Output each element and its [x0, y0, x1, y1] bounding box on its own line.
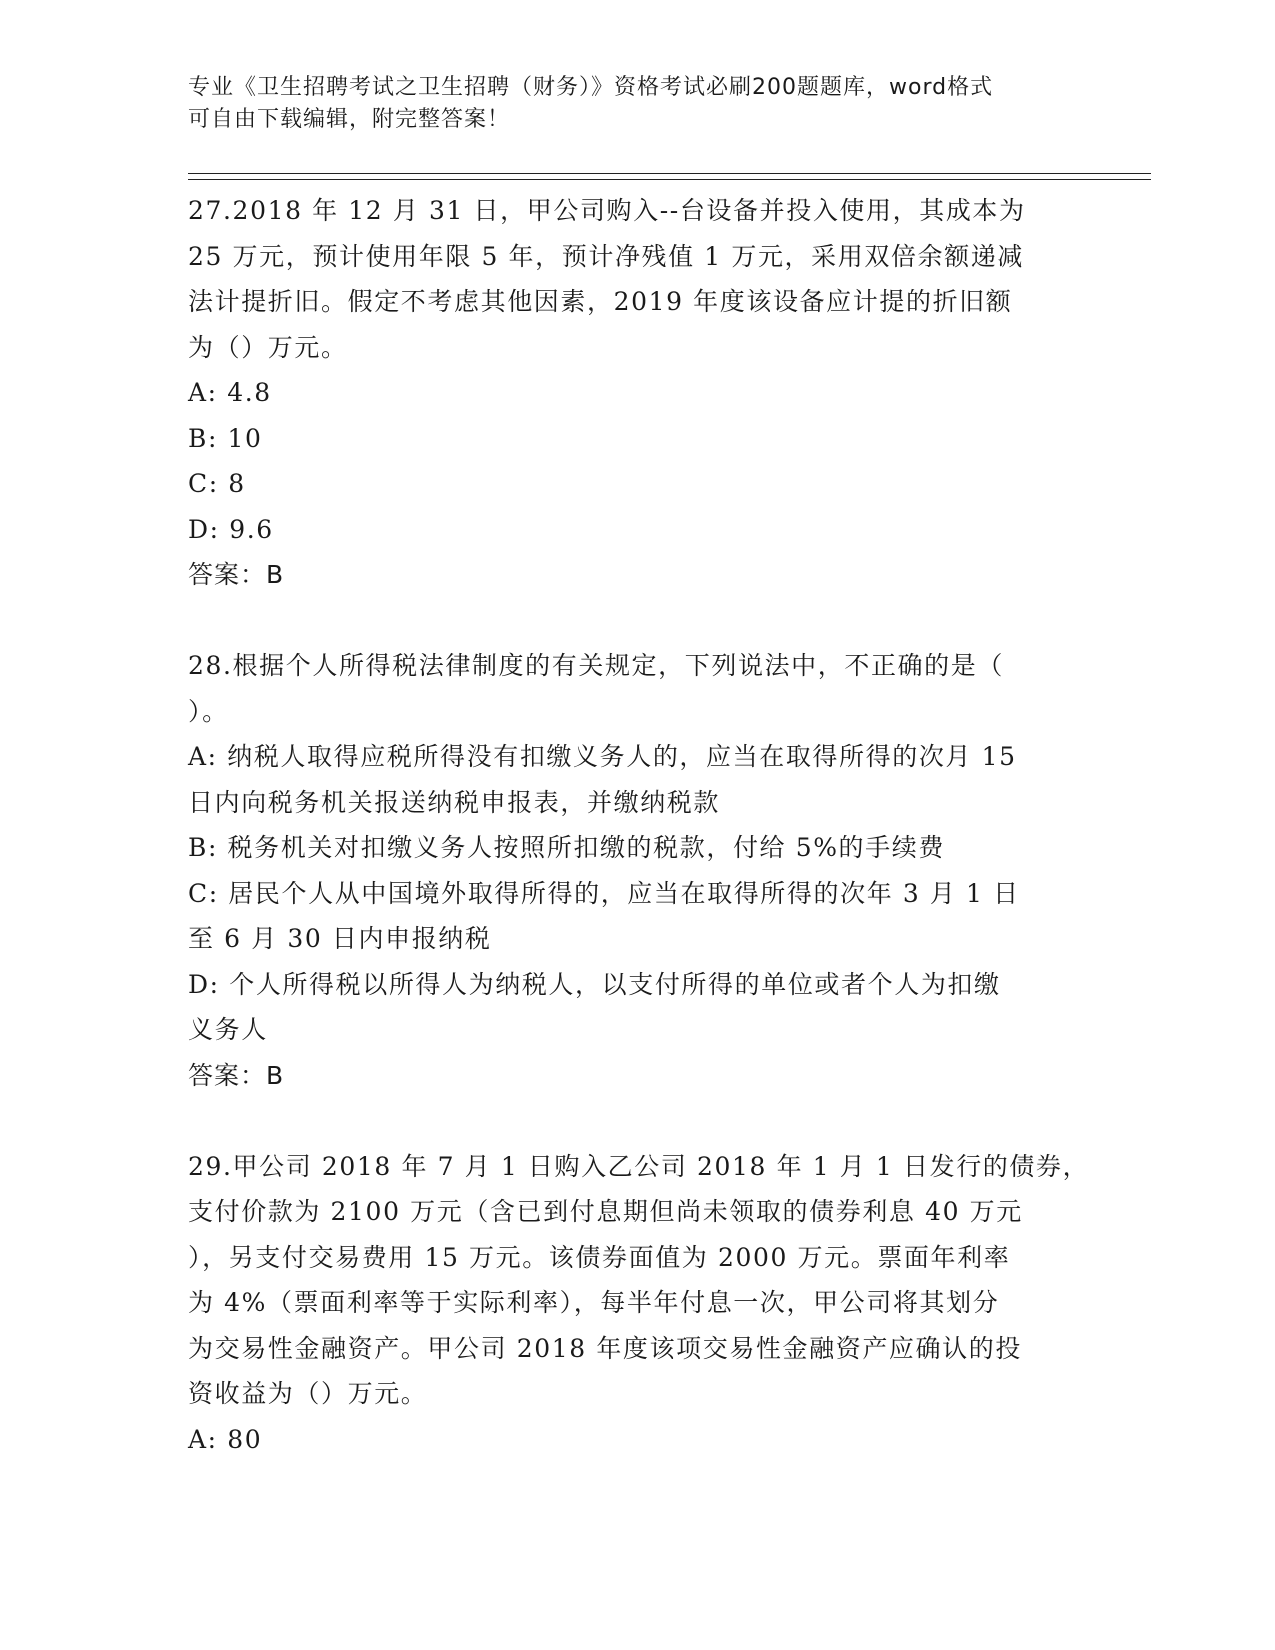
- question-stem-line: 28.根据个人所得税法律制度的有关规定，下列说法中，不正确的是（: [188, 651, 1004, 680]
- answer-option-line: C: 居民个人从中国境外取得所得的，应当在取得所得的次年 3 月 1 日: [188, 878, 1020, 908]
- header-divider: [188, 179, 1151, 180]
- answer-option-line: A: 纳税人取得应税所得没有扣缴义务人的，应当在取得所得的次月 15: [188, 742, 1017, 771]
- answer-key: 答案：B: [188, 1060, 285, 1090]
- question-spacer: [188, 598, 1088, 644]
- question-stem-line: ），另支付交易费用 15 万元。该债券面值为 2000 万元。票面年利率: [188, 1242, 1011, 1272]
- question-stem-line: ）。: [188, 696, 229, 726]
- answer-option-line: B: 税务机关对扣缴义务人按照所扣缴的税款，付给 5%的手续费: [188, 833, 945, 862]
- question-spacer: [188, 1098, 1088, 1144]
- question-stem-line: 27.2018 年 12 月 31 日，甲公司购入--台设备并投入使用，其成本为: [188, 196, 1026, 225]
- question-stem-line: 为 4%（票面利率等于实际利率），每半年付息一次，甲公司将其划分: [188, 1288, 1000, 1317]
- question-stem-line: 为交易性金融资产。甲公司 2018 年度该项交易性金融资产应确认的投: [188, 1333, 1022, 1363]
- question-block: [188, 643, 1088, 1098]
- question-stem-line: 25 万元，预计使用年限 5 年，预计净残值 1 万元，采用双倍余额递减: [188, 241, 1024, 271]
- question-stem-line: 资收益为（）万元。: [188, 1379, 428, 1408]
- question-stem-line: 29.甲公司 2018 年 7 月 1 日购入乙公司 2018 年 1 月 1 日发行的债券，: [188, 1151, 1090, 1181]
- question-block: [188, 1144, 1088, 1463]
- answer-option-line: 义务人: [188, 1015, 268, 1044]
- document-header: [188, 72, 1068, 136]
- answer-option-line: B: 10: [188, 423, 263, 453]
- answer-option-line: A: 4.8: [188, 378, 272, 407]
- answer-option-line: 至 6 月 30 日内申报纳税: [188, 924, 492, 953]
- header-line: 可自由下载编辑，附完整答案！: [188, 107, 511, 132]
- answer-key: 答案：B: [188, 560, 285, 589]
- answer-option-line: D: 个人所得税以所得人为纳税人，以支付所得的单位或者个人为扣缴: [188, 969, 1001, 999]
- question-block: [188, 188, 1088, 598]
- answer-option-line: 日内向税务机关报送纳税申报表，并缴纳税款: [188, 787, 721, 817]
- question-stem-line: 支付价款为 2100 万元（含已到付息期但尚未领取的债券利息 40 万元: [188, 1197, 1023, 1226]
- question-stem-line: 法计提折旧。假定不考虑其他因素，2019 年度该设备应计提的折旧额: [188, 287, 1013, 316]
- header-line: 专业《卫生招聘考试之卫生招聘（财务）》资格考试必刷200题题库，word格式: [188, 75, 994, 100]
- answer-option-line: C: 8: [188, 469, 246, 498]
- header-divider: [188, 173, 1151, 174]
- question-list: [188, 188, 1088, 1462]
- answer-option-line: D: 9.6: [188, 514, 274, 544]
- question-stem-line: 为（）万元。: [188, 332, 348, 362]
- answer-option-line: A: 80: [188, 1424, 263, 1454]
